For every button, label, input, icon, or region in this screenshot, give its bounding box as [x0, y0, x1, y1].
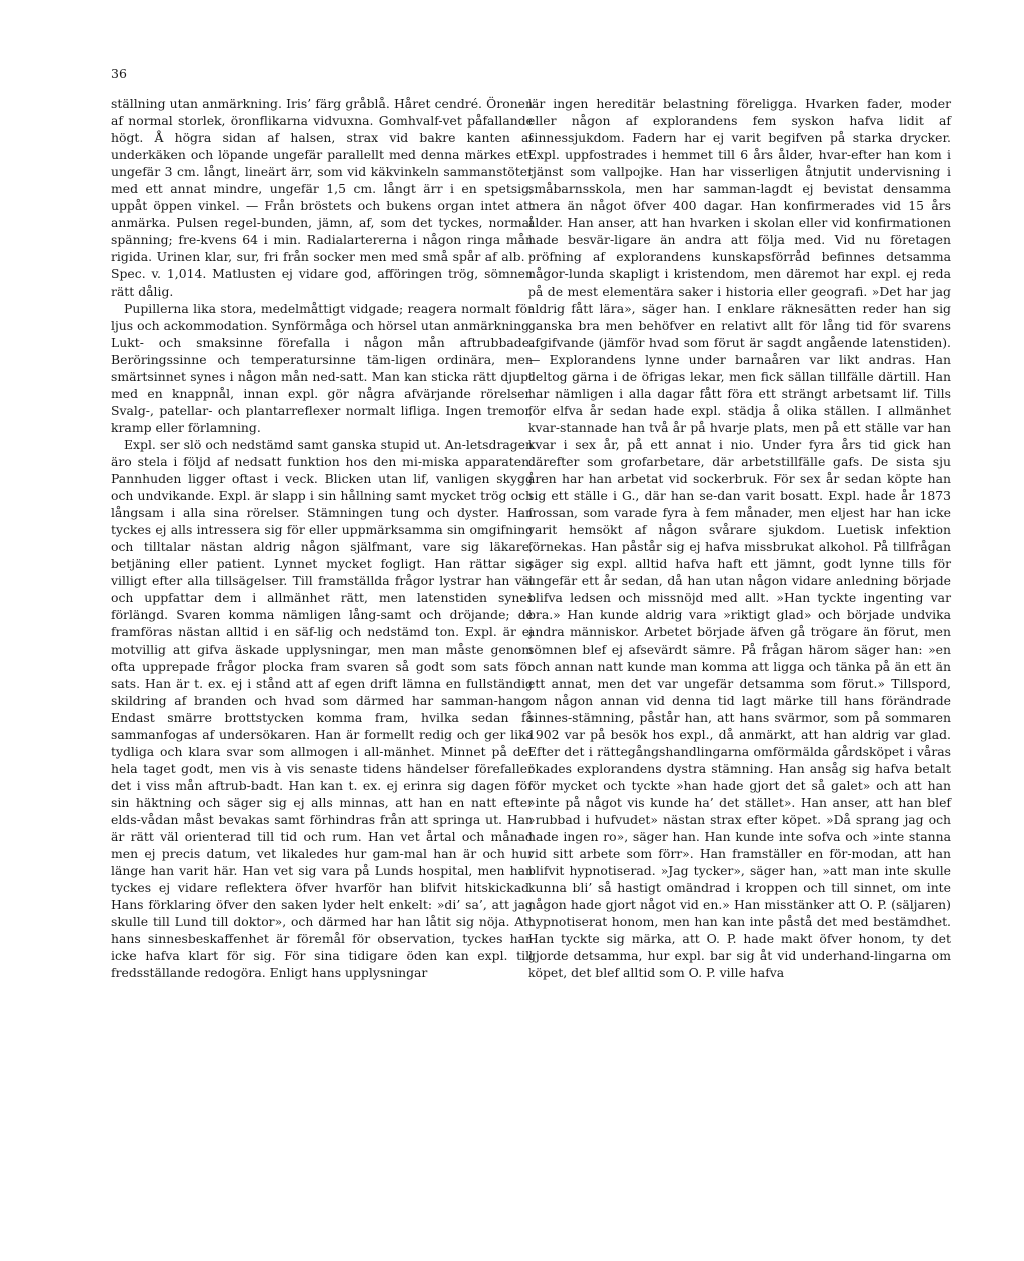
right-column: [528, 95, 951, 981]
page-number: 36: [111, 66, 127, 81]
paragraph: ställning utan anmärkning. Iris’ färg gråblå. Håret cendré. Öronen af normal storlek, öronflikarna vidvuxna. Gomhvalf-vet påfallande högt. Å högra sidan af halsen, strax vid bakre kanten af underkäken och löpande ungefär parallellt med denna märkes ett ungefär 3 cm. långt, lineärt ärr, som vid käkvinkeln sammanstöter med ett annat mindre, ungefär 1,5 cm. långt ärr i en spetsig, uppåt öppen vinkel. — Från bröstets och bukens organ intet att anmärka. Pulsen regel-bunden, jämn, af, som det tyckes, normal spänning; fre-kvens 64 i min. Radialartererna i någon ringa mån rigida. Urinen klar, sur, fri från socker men med små spår af alb. · Spec. v. 1,014. Matlusten ej vidare god, afföringen trög, sömnen rätt dålig.: [111, 96, 533, 299]
paragraph: lär ingen hereditär belastning föreligga. Hvarken fader, moder eller någon af explorandens fem syskon hafva lidit af sinnessjukdom. Fadern har ej varit begifven på starka drycker. Expl. uppfostrades i hemmet till 6 års ålder, hvar-efter han kom i tjänst som vallpojke. Han har visserligen åtnjutit undervisning i småbarnsskola, men har samman-lagdt ej bevistat densamma mera än något öfver 400 dagar. Han konfirmerades vid 15 års ålder. Han anser, att han hvarken i skolan eller vid konfirmationen hade besvär-ligare än andra att följa med. Vid nu företagen pröfning af explorandens kunskapsförråd befinnes detsamma någor-lunda skapligt i kristendom, men däremot har expl. ej reda på de mest elementära saker i historia eller geografi. »Det har jag aldrig fått lära», säger han. I enklare räknesätten reder han sig ganska bra men behöfver en relativt allt för lång tid för svarens afgifvande (jämför hvad som förut är sagdt angående latenstiden). — Explorandens lynne under barnaåren var likt andras. Han deltog gärna i de öfrigas lekar, men fick sällan tillfälle därtill. Han har nämligen i alla dagar fått föra ett strängt arbetsamt lif. Tills för elfva år sedan hade expl. städja å olika ställen. I allmänhet kvar-stannade han två år på hvarje plats, men på ett ställe var han kvar i sex år, på ett annat i nio. Under fyra års tid gick han därefter som grofarbetare, där arbetstillfälle gafs. De sista sju åren har han arbetat vid sockerbruk. För sex år sedan köpte han sig ett ställe i G., där han se-dan varit bosatt. Expl. hade år 1873 frossan, som varade fyra à fem månader, men eljest har han icke varit hemsökt af någon svårare sjukdom. Luetisk infektion förnekas. Han påstår sig ej hafva missbrukat alkohol. På tillfrågan säger sig expl. alltid hafva haft ett jämnt, godt lynne tills för ungefär ett år sedan, då han utan någon vidare anledning började blifva ledsen och missnöjd med allt. »Han tyckte ingenting var bra.» Han kunde aldrig vara »riktigt glad» och började undvika andra människor. Arbetet började äfven gå trögare än förut, men sömnen blef ej afsevärdt sämre. På frågan härom säger han: »en och annan natt kunde man komma att ligga och tänka på än ett än ett annat, men det var ungefär detsamma som förut.» Tillspord, om någon annan vid denna tid lagt märke till hans förändrade sinnes-stämning, påstår han, att hans svärmor, som på sommaren 1902 var på besök hos expl., då anmärkt, att han aldrig var glad. Efter det i rättegångshandlingarna omförmälda gårdsköpet i våras ökades explorandens dystra stämning. Han ansåg sig hafva betalt för mycket och tyckte »han hade gjort det så galet» och att han »inte på något vis kunde ha’ det stället». Han anser, att han blef »rubbad i hufvudet» nästan strax efter köpet. »Då sprang jag och hade ingen ro», säger han. Han kunde inte sofva och »inte stanna vid sitt arbete som förr». Han framställer en för-modan, att han blifvit hypnotiserad. »Jag tycker», säger han, »att man inte skulle kunna bli’ så hastigt omändrad i kroppen och till sinnet, om inte någon hade gjort något vid en.» Han misstänker att O. P. (säljaren) hypnotiserat honom, men han kan inte påstå det med bestämdhet. Han tyckte sig märka, att O. P. hade makt öfver honom, ty det gjorde detsamma, hur expl. bar sig åt vid underhand-lingarna om köpet, det blef alltid som O. P. ville hafva: [528, 96, 951, 981]
left-column: [111, 95, 533, 981]
paragraph: Expl. ser slö och nedstämd samt ganska stupid ut. An-letsdragen äro stela i följd af nedsatt funktion hos den mi-miska apparaten. Pannhuden ligger oftast i veck. Blicken utan lif, vanligen skygg och undvikande. Expl. är slapp i sin hållning samt mycket trög och långsam i alla sina rörelser. Stämningen tung och dyster. Han tyckes ej alls intressera sig för eller uppmärksamma sin omgifning och tilltalar nästan aldrig någon själfmant, vare sig läkare, betjäning eller patient. Lynnet mycket fogligt. Han rättar sig villigt efter alla tillsägelser. Till framställda frågor lystrar han väl och uppfattar dem i allmänhet rätt, men latenstiden synes förlängd. Svaren komma nämligen lång-samt och dröjande; de framföras nästan alltid i en säf-lig och nedstämd ton. Expl. är ej motvillig att gifva äskade upplysningar, men man måste genom ofta upprepade frågor plocka fram svaren så godt som sats för sats. Han är t. ex. ej i stånd att af egen drift lämna en fullständig skildring af branden och hvad som därmed har samman-hang. Endast smärre brottstycken komma fram, hvilka sedan få sammanfogas af undersökaren. Han är formellt redig och ger lika tydliga och klara svar som allmogen i all-mänhet. Minnet på det hela taget godt, men vis à vis senaste tidens händelser förefaller det i viss mån aftrub-badt. Han kan t. ex. ej erinra sig dagen för sin häktning och säger sig ej alls minnas, att han en natt efter elds-vådan måst bevakas samt förhindras från att springa ut. Han är rätt väl orienterad till tid och rum. Han vet årtal och månad men ej precis datum, vet likaledes hur gam-mal han är och hur länge han varit här. Han vet sig vara på Lunds hospital, men han tyckes ej vidare reflektera öfver hvarför han blifvit hitskickad. Hans förklaring öfver den saken lyder helt enkelt: »di’ sa’, att jag skulle till Lund till doktor», och därmed har han låtit sig nöja. Att hans sinnesbeskaffenhet är föremål för observation, tyckes han icke hafva klart för sig. För sina tidigare öden kan expl. till fredsställande redogöra. Enligt hans upplysningar: [111, 436, 533, 981]
paragraph: Pupillerna lika stora, medelmåttigt vidgade; reagera normalt för ljus och ackommodation. Synförmåga och hörsel utan anmärkning. Lukt- och smaksinne förefalla i någon mån aftrubbade. Beröringssinne och temperatursinne täm-ligen ordinära, men smärtsinnet synes i någon mån ned-satt. Man kan sticka rätt djupt med en knappnål, innan expl. gör några afvärjande rörelser. Svalg-, patellar- och plantarreflexer normalt lifliga. Ingen tremor, kramp eller förlamning.: [111, 300, 533, 435]
